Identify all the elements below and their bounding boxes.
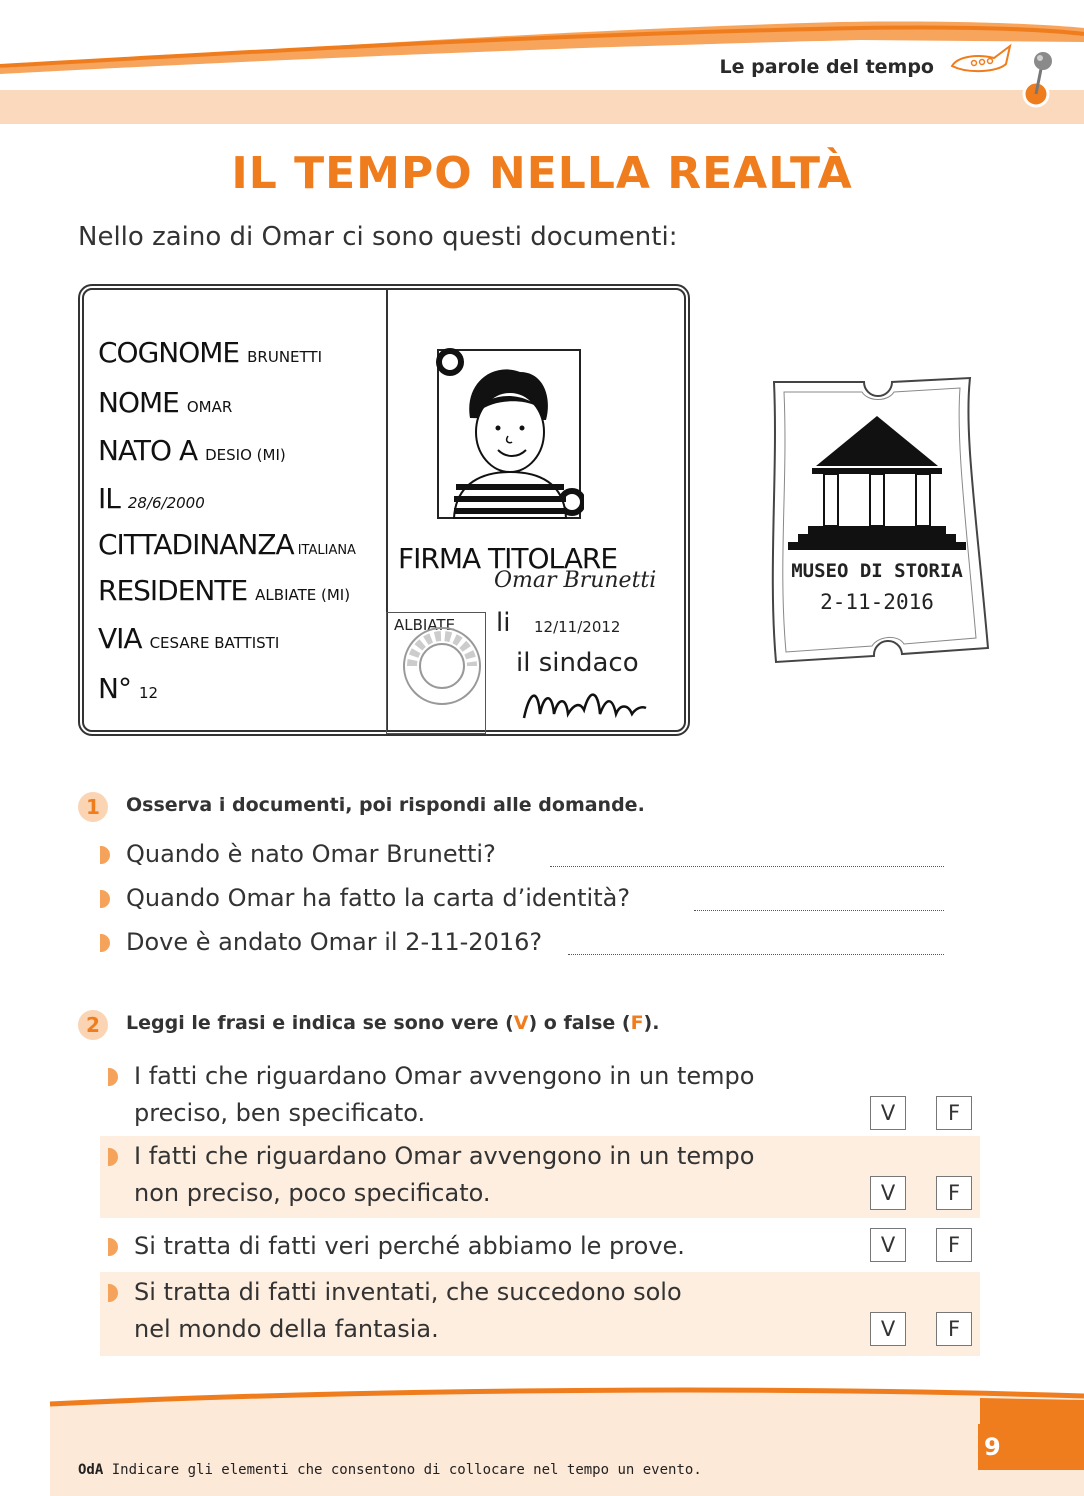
bullet-icon	[100, 846, 110, 864]
bullet-icon	[100, 934, 110, 952]
sindaco-label: il sindaco	[516, 648, 639, 678]
statement-row: I fatti che riguardano Omar avvengono in un tempo preciso, ben specificato. V F	[100, 1056, 980, 1136]
mayor-signature	[520, 684, 650, 732]
issue-place: ALBIATE	[394, 616, 456, 634]
bullet-icon	[108, 1068, 118, 1086]
mayor-signature-scribble	[520, 684, 650, 724]
false-checkbox[interactable]: F	[936, 1176, 972, 1210]
official-stamp	[400, 624, 484, 708]
li-label: li	[496, 608, 511, 638]
field-via: VIA CESARE BATTISTI	[98, 622, 280, 655]
firma-titolare-label: FIRMA TITOLARE	[398, 542, 618, 575]
field-cittadinanza: CITTADINANZA ITALIANA	[98, 528, 356, 561]
false-checkbox[interactable]: F	[936, 1228, 972, 1262]
field-cognome: COGNOME BRUNETTI	[98, 336, 323, 369]
section-title: Le parole del tempo	[719, 56, 934, 78]
field-nato-a: NATO A DESIO (MI)	[98, 434, 286, 467]
exercise-2-heading: Leggi le frasi e indica se sono vere (V) o false (F).	[126, 1012, 660, 1034]
field-nome: NOME OMAR	[98, 386, 233, 419]
page-number: 9	[978, 1424, 1084, 1470]
portrait-photo	[434, 332, 584, 522]
learning-objective: OdA Indicare gli elementi che consentono di collocare nel tempo un evento.	[78, 1462, 702, 1478]
field-numero: N° 12	[98, 672, 159, 705]
answer-line-2[interactable]	[694, 910, 944, 911]
false-checkbox[interactable]: F	[936, 1312, 972, 1346]
exercise-1-number: 1	[78, 792, 108, 822]
bullet-icon	[108, 1284, 118, 1302]
ticket-date: 2-11-2016	[820, 590, 934, 614]
page-title: IL TEMPO NELLA REALTÀ	[231, 148, 853, 199]
intro-text: Nello zaino di Omar ci sono questi documenti:	[78, 222, 678, 252]
statement-row: I fatti che riguardano Omar avvengono in un tempo non preciso, poco specificato. V F	[100, 1136, 980, 1218]
field-residente: RESIDENTE ALBIATE (MI)	[98, 574, 351, 607]
exercise-2-number: 2	[78, 1010, 108, 1040]
false-checkbox[interactable]: F	[936, 1096, 972, 1130]
identity-card	[78, 284, 690, 736]
question-row: Quando è nato Omar Brunetti?	[100, 840, 496, 868]
question-row: Dove è andato Omar il 2-11-2016?	[100, 928, 542, 956]
bullet-icon	[108, 1148, 118, 1166]
answer-line-3[interactable]	[568, 954, 944, 955]
museum-ticket	[764, 372, 990, 668]
true-checkbox[interactable]: V	[870, 1176, 906, 1210]
holder-signature: Omar Brunetti	[494, 568, 657, 593]
museum-name: MUSEO DI STORIA	[791, 560, 963, 582]
true-checkbox[interactable]: V	[870, 1228, 906, 1262]
bullet-icon	[108, 1238, 118, 1256]
statement-row: Si tratta di fatti veri perché abbiamo le prove. V F	[100, 1222, 980, 1270]
true-checkbox[interactable]: V	[870, 1312, 906, 1346]
true-checkbox[interactable]: V	[870, 1096, 906, 1130]
exercise-1-heading: Osserva i documenti, poi rispondi alle domande.	[126, 794, 645, 816]
issue-date: 12/11/2012	[534, 618, 621, 636]
answer-line-1[interactable]	[550, 866, 944, 867]
pushpin-icon	[1016, 50, 1056, 110]
bullet-icon	[100, 890, 110, 908]
field-il: IL 28/6/2000	[98, 482, 205, 515]
question-row: Quando Omar ha fatto la carta d’identità?	[100, 884, 630, 912]
paper-plane-icon	[948, 42, 1018, 82]
statement-row: Si tratta di fatti inventati, che succedono solo nel mondo della fantasia. V F	[100, 1272, 980, 1356]
